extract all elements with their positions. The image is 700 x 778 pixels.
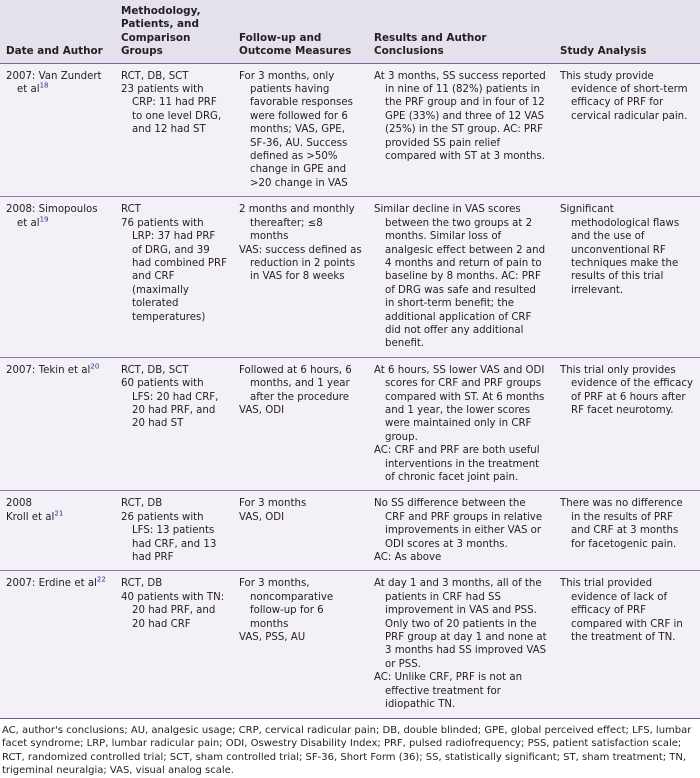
methodology-line: 60 patients with LFS: 20 had CRF, 20 had PRF, and 20 had ST	[121, 378, 219, 430]
reference-link[interactable]: 18	[39, 81, 49, 90]
table-row	[0, 491, 700, 571]
study-date: 2007: Van Zundert	[6, 70, 102, 82]
methodology-line: RCT, DB	[121, 498, 163, 510]
cell-methodology	[115, 357, 233, 491]
cell-methodology	[115, 491, 233, 571]
followup-line: VAS, ODI	[239, 511, 285, 523]
methodology-line: RCT, DB, SCT	[121, 70, 189, 82]
header-followup: Follow-up and Outcome Measures	[233, 0, 368, 63]
table-row	[0, 357, 700, 491]
cell-results	[368, 491, 554, 571]
date-author-text	[6, 577, 109, 590]
date-author-text	[6, 203, 109, 230]
cell-followup	[233, 197, 368, 357]
header-methodology: Methodology, Patients, and Comparison Groups	[115, 0, 233, 63]
cell-methodology	[115, 571, 233, 718]
cell-results	[368, 571, 554, 718]
cell-results	[368, 197, 554, 357]
reference-link[interactable]: 22	[96, 576, 106, 585]
cell-followup	[233, 357, 368, 491]
reference-link[interactable]: 19	[39, 215, 49, 224]
cell-date-author	[0, 491, 115, 571]
study-date: 2007: Erdine	[6, 578, 72, 590]
table-header-row	[0, 0, 700, 63]
table-row	[0, 197, 700, 357]
cell-date-author	[0, 197, 115, 357]
analysis-text: There was no difference in the results of PRF and CRF at 3 months for facetogenic pain.	[560, 498, 683, 550]
methodology-line: 26 patients with LFS: 13 patients had CRF, and 13 had PRF	[121, 511, 217, 564]
followup-line: Followed at 6 hours, 6 months, and 1 year after the procedure	[239, 364, 352, 403]
cell-analysis	[554, 491, 700, 571]
cell-analysis	[554, 357, 700, 491]
results-line: No SS difference between the CRF and PRF groups in relative improvements in either VAS or ODI scores at 3 months.	[374, 498, 543, 550]
followup-line: 2 months and monthly thereafter; ≤8 months	[239, 204, 355, 243]
cell-methodology	[115, 63, 233, 197]
reference-link[interactable]: 21	[54, 509, 64, 518]
header-analysis: Study Analysis	[554, 0, 700, 63]
followup-line: VAS, PSS, AU	[239, 632, 306, 644]
results-line: At 3 months, SS success reported in nine of 11 (82%) patients in the PRF group and in four of 12 GPE (33%) and three of 12 VAS (25%) in the ST group. AC: PRF provided SS pain relief compared with ST at 3 months.	[374, 70, 546, 163]
cell-methodology	[115, 197, 233, 357]
cell-followup	[233, 491, 368, 571]
study-author: et al	[74, 578, 97, 590]
results-line: AC: Unlike CRF, PRF is not an effective treatment for idiopathic TN.	[374, 672, 523, 711]
analysis-text: This trial only provides evidence of the efficacy of PRF at 6 hours after RF facet neurotomy.	[560, 364, 694, 416]
results-line: Similar decline in VAS scores between the two groups at 2 months. Similar loss of analgesic effect between 2 and 4 months and return of pain to baseline by 8 months. AC: PRF of DRG was safe and resulted in short-term benefit; the additional application of CRF did not offer any additional benefit.	[374, 204, 546, 350]
followup-line: VAS: success defined as reduction in 2 points in VAS for 8 weeks	[239, 244, 362, 283]
date-author-text	[6, 511, 109, 524]
cell-date-author	[0, 63, 115, 197]
header-results: Results and Author Conclusions	[368, 0, 554, 63]
methodology-line: RCT, DB	[121, 578, 163, 590]
cell-analysis	[554, 197, 700, 357]
cell-analysis	[554, 571, 700, 718]
followup-line: VAS, ODI	[239, 404, 285, 416]
followup-line: For 3 months	[239, 498, 307, 510]
followup-line: For 3 months, only patients having favorable responses were followed for 6 months; VAS, GPE, SF-36, AU. Success defined as >50% change in GPE and >20 change in VAS	[239, 70, 353, 189]
analysis-text: This trial provided evidence of lack of efficacy of PRF compared with CRF in the treatment of TN.	[560, 578, 683, 644]
results-line: At day 1 and 3 months, all of the patients in CRF had SS improvement in VAS and PSS. Only two of 20 patients in the PRF group at day 1 and none at 3 months had SS improved VAS or PSS.	[374, 578, 547, 670]
reference-link[interactable]: 20	[90, 362, 100, 371]
cell-results	[368, 357, 554, 491]
analysis-text: This study provide evidence of short-term efficacy of PRF for cervical radicular pain.	[560, 70, 688, 122]
table-footnote: AC, author's conclusions; AU, analgesic usage; CRP, cervical radicular pain; DB, double blinded; GPE, global perceived effect; LFS, lumbar facet syndrome; LRP, lumbar radicular pain; ODI, Oswestry Disability Index; PRF, pulsed radiofrequency; PSS, patient satisfaction scale; RCT, randomized controlled trial; SCT, sham controlled trial; SF-36, Short Form (36); SS, statistically significant; ST, sham treatment; TN, trigeminal neuralgia; VAS, visual analog scale.	[2, 724, 692, 777]
methodology-line: RCT	[121, 204, 141, 216]
cell-date-author	[0, 357, 115, 491]
date-author-text	[6, 70, 109, 97]
study-date: 2008: Simopoulos	[6, 204, 98, 216]
methodology-line: 76 patients with LRP: 37 had PRF of DRG, and 39 had combined PRF and CRF (maximally tolerated temperatures)	[121, 217, 227, 323]
date-author-text	[6, 364, 109, 377]
methodology-line: 40 patients with TN: 20 had PRF, and 20 had CRF	[121, 591, 225, 630]
cell-analysis	[554, 63, 700, 197]
cell-date-author	[0, 571, 115, 718]
results-line: At 6 hours, SS lower VAS and ODI scores for CRF and PRF groups compared with ST. At 6 months and 1 year, the lower scores were maintained only in CRF group.	[374, 364, 545, 443]
cell-results	[368, 63, 554, 197]
methodology-line: 23 patients with CRP: 11 had PRF to one level DRG, and 12 had ST	[121, 84, 222, 136]
analysis-text: Significant methodological flaws and the use of unconventional RF techniques make the results of this trial irrelevant.	[560, 204, 680, 296]
header-date-author: Date and Author	[0, 0, 115, 63]
methodology-line: RCT, DB, SCT	[121, 364, 189, 376]
table-row	[0, 63, 700, 197]
table-row	[0, 571, 700, 718]
study-author: et al	[17, 217, 40, 229]
study-author: Kroll et al	[6, 511, 55, 523]
study-date: 2008	[6, 498, 32, 510]
results-line: AC: CRF and PRF are both useful interventions in the treatment of chronic facet joint pain.	[374, 445, 540, 483]
study-author: et al	[17, 84, 40, 96]
study-date: 2007: Tekin et al	[6, 364, 91, 376]
cell-followup	[233, 63, 368, 197]
results-line: AC: As above	[374, 552, 442, 564]
followup-line: For 3 months, noncomparative follow-up for 6 months	[239, 578, 334, 630]
cell-followup	[233, 571, 368, 718]
